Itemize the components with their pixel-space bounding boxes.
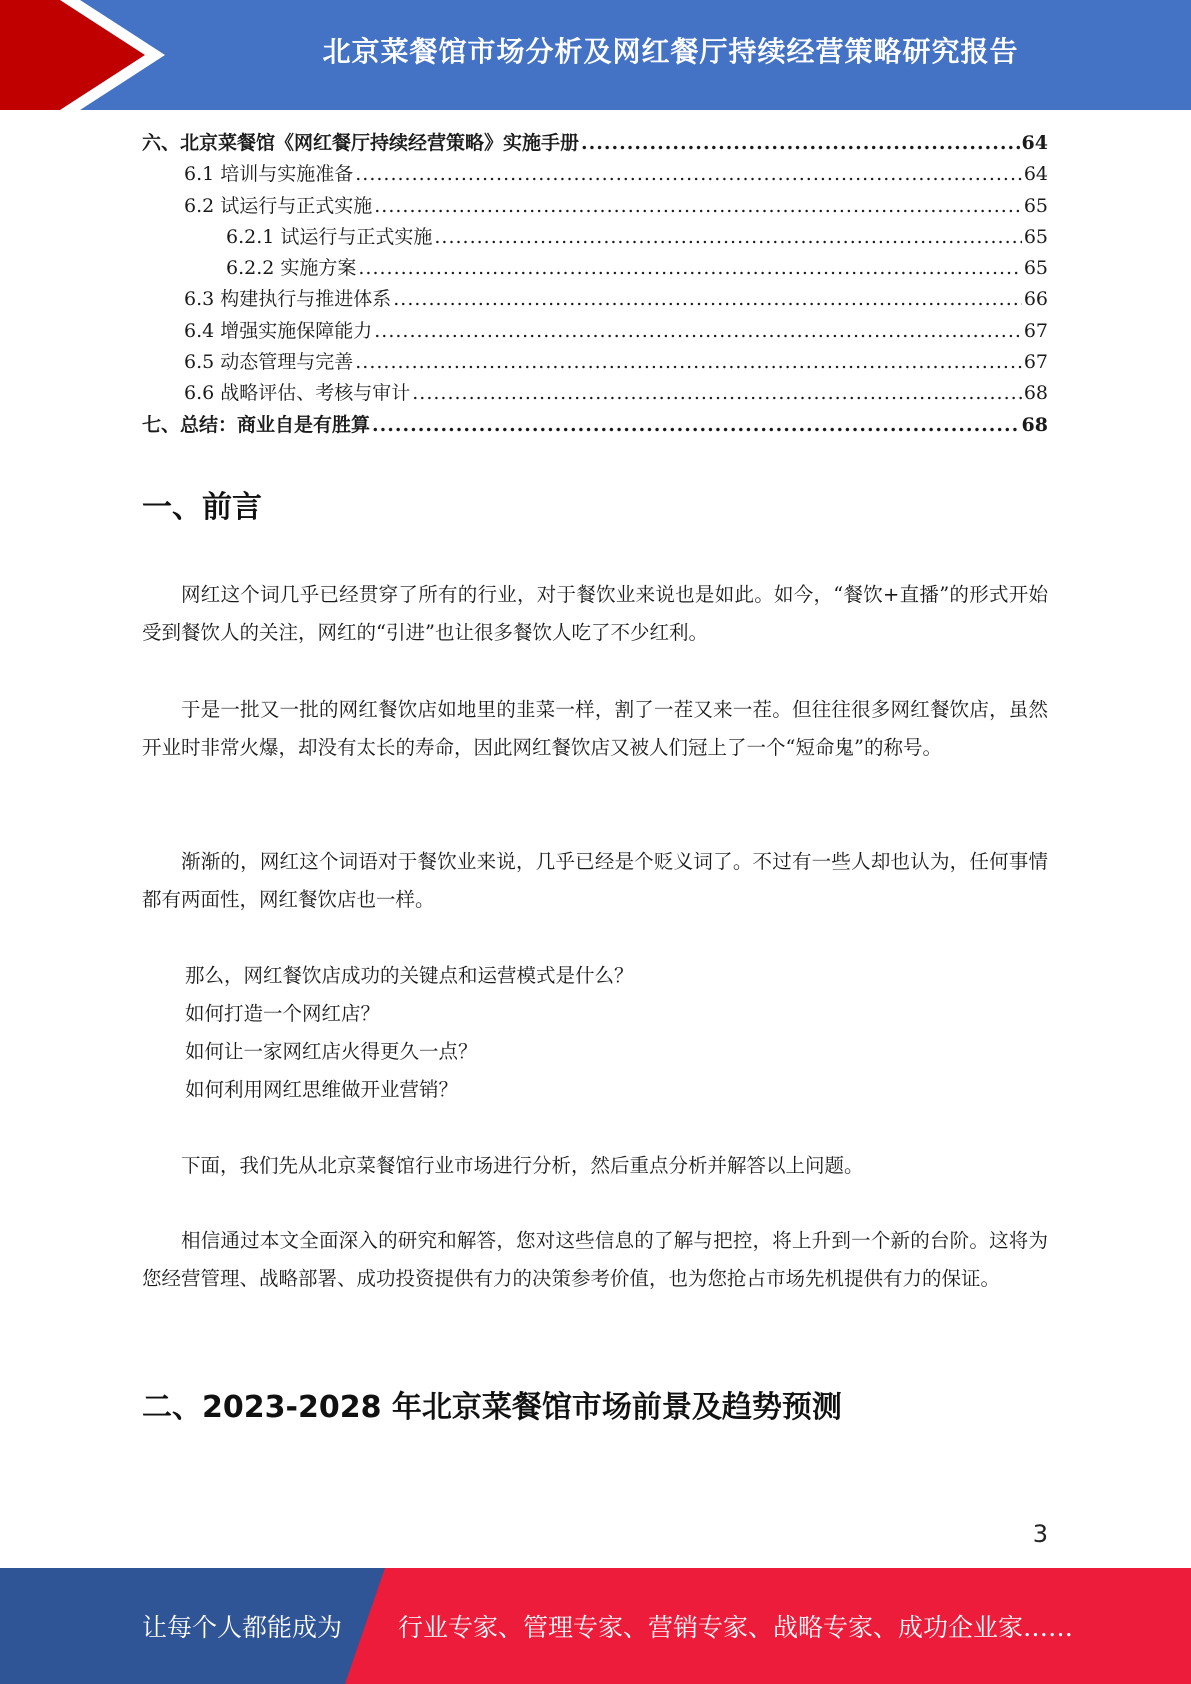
toc-entry-page: 64: [1021, 132, 1048, 154]
toc-entry-title: 6.6 战略评估、考核与审计: [184, 382, 411, 405]
body-paragraph: 相信通过本文全面深入的研究和解答，您对这些信息的了解与把控，将上升到一个新的台阶。这将为您经营管理、战略部署、成功投资提供有力的决策参考价值，也为您抢占市场先机提供有力的保证。: [142, 1229, 1048, 1290]
toc-leader-dots: [372, 414, 1020, 436]
toc-entry-page: 67: [1023, 351, 1048, 374]
toc-leader-dots: [355, 163, 1022, 185]
toc-entry-page: 68: [1021, 413, 1048, 436]
toc-entry-page: 65: [1023, 194, 1048, 217]
toc-entry[interactable]: [142, 128, 1048, 159]
body-paragraph: 网红这个词几乎已经贯穿了所有的行业，对于餐饮业来说也是如此。如今，“餐饮+直播”的形式开始受到餐饮人的关注，网红的“引进”也让很多餐饮人吃了不少红利。: [142, 583, 1048, 644]
question-line: 如何让一家网红店火得更久一点？: [185, 1040, 478, 1063]
toc-leader-dots: [581, 132, 1020, 154]
toc-entry-title: 6.2 试运行与正式实施: [184, 194, 373, 217]
page-header: [0, 0, 1191, 110]
page-footer: [0, 1568, 1191, 1684]
toc-entry-title: 6.4 增强实施保障能力: [184, 319, 373, 342]
toc-leader-dots: [358, 257, 1021, 279]
toc-entry-page: 65: [1023, 257, 1048, 280]
body-paragraph: 于是一批又一批的网红餐饮店如地里的韭菜一样，割了一茬又来一茬。但往往很多网红餐饮店，虽然开业时非常火爆，却没有太长的寿命，因此网红餐饮店又被人们冠上了一个“短命鬼”的称号。: [142, 698, 1048, 759]
question-line: 如何打造一个网红店？: [185, 1002, 381, 1025]
toc-entry[interactable]: [142, 284, 1048, 315]
toc-entry-page: 65: [1023, 225, 1048, 248]
toc-leader-dots: [374, 320, 1022, 342]
toc-leader-dots: [412, 382, 1022, 404]
toc-entry[interactable]: [142, 347, 1048, 378]
footer-slogan-right: 行业专家、管理专家、营销专家、战略专家、成功企业家……: [398, 1613, 1074, 1642]
question-line: 如何利用网红思维做开业营销？: [185, 1078, 459, 1101]
toc-entry[interactable]: [142, 378, 1048, 409]
toc-leader-dots: [393, 288, 1022, 310]
table-of-contents: [142, 128, 1048, 441]
body-paragraph: 渐渐的，网红这个词语对于餐饮业来说，几乎已经是个贬义词了。不过有一些人却也认为，任何事情都有两面性，网红餐饮店也一样。: [142, 850, 1048, 911]
toc-entry[interactable]: [142, 222, 1048, 253]
question-line: 那么，网红餐饮店成功的关键点和运营模式是什么？: [185, 964, 634, 987]
toc-entry-page: 67: [1023, 319, 1048, 342]
section-heading-forecast: 二、2023-2028 年北京菜餐馆市场前景及趋势预测: [142, 1390, 842, 1425]
footer-slogan-left: 让每个人都能成为: [142, 1613, 343, 1642]
body-paragraph: 下面，我们先从北京菜餐馆行业市场进行分析，然后重点分析并解答以上问题。: [181, 1154, 864, 1177]
section-heading-preface: 一、前言: [142, 490, 262, 525]
toc-entry-page: 64: [1023, 163, 1048, 186]
toc-entry-page: 66: [1023, 288, 1048, 311]
toc-entry-title: 6.2.1 试运行与正式实施: [226, 225, 433, 248]
toc-entry[interactable]: [142, 316, 1048, 347]
toc-entry[interactable]: [142, 253, 1048, 284]
toc-entry-title: 6.5 动态管理与完善: [184, 351, 354, 374]
toc-entry-title: 6.2.2 实施方案: [226, 257, 357, 280]
page-number: 3: [1032, 1520, 1048, 1548]
header-title: 北京菜餐馆市场分析及网红餐厅持续经营策略研究报告: [322, 35, 1019, 68]
toc-leader-dots: [434, 226, 1021, 248]
toc-entry-title: 六、北京菜餐馆《网红餐厅持续经营策略》实施手册: [142, 132, 580, 154]
toc-entry[interactable]: [142, 410, 1048, 441]
toc-entry[interactable]: [142, 191, 1048, 222]
toc-entry-title: 6.3 构建执行与推进体系: [184, 288, 392, 311]
toc-entry-title: 七、总结：商业自是有胜算: [142, 413, 371, 436]
toc-entry[interactable]: [142, 159, 1048, 190]
toc-entry-title: 6.1 培训与实施准备: [184, 163, 354, 186]
toc-leader-dots: [355, 351, 1022, 373]
toc-leader-dots: [374, 195, 1022, 217]
toc-entry-page: 68: [1023, 382, 1048, 405]
